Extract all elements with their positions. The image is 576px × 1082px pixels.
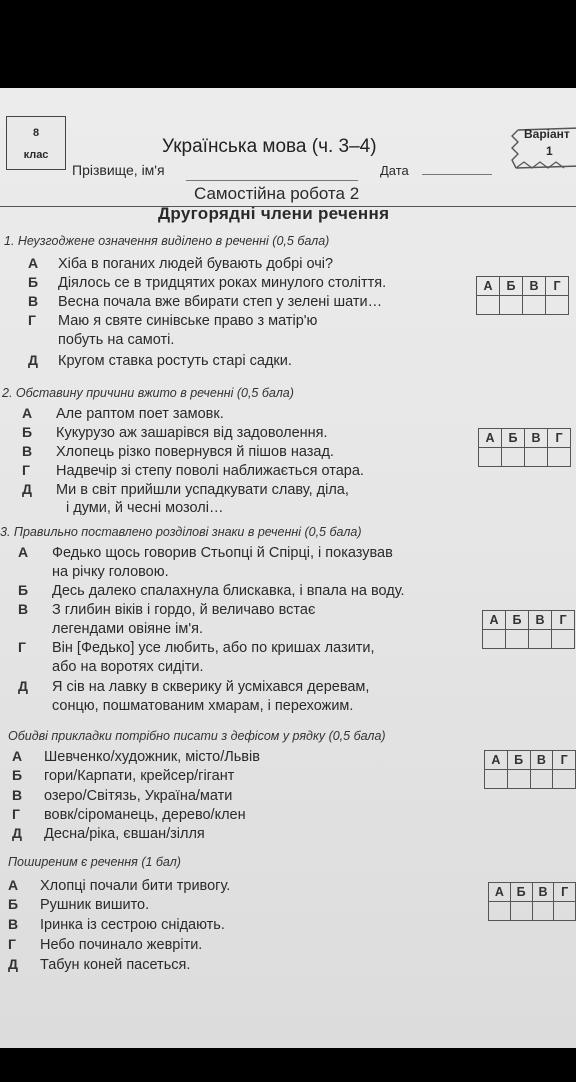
option-letter: Г (8, 936, 16, 952)
answer-cell[interactable] (525, 448, 548, 467)
answer-letter: Б (502, 429, 525, 448)
answer-letter: А (489, 883, 511, 902)
option-text: Табун коней пасеться. (40, 957, 191, 973)
option-text: Я сів на лавку в скверику й усміхався деревам, (52, 679, 370, 695)
option-letter: Б (22, 424, 33, 440)
answer-cell[interactable] (507, 770, 530, 789)
option-text: Хлопець різко повернувся й пішов назад. (56, 444, 334, 460)
option-text: озеро/Світязь, Україна/мати (44, 788, 233, 804)
answer-letter: В (523, 277, 546, 296)
question-prompt: 3. Правильно поставлено розділові знаки в реченні (0,5 бала) (0, 525, 362, 539)
answer-letter: В (530, 751, 553, 770)
option-text: вовк/сіроманець, дерево/клен (44, 807, 246, 823)
answer-letter: В (525, 429, 548, 448)
option-letter: А (28, 255, 39, 271)
option-text: Надвечір зі степу поволі наближається отара. (56, 463, 364, 479)
question-prompt: 2. Обставину причини вжито в реченні (0,5 бала) (2, 386, 294, 400)
work-title: Самостійна робота 2 (194, 184, 360, 203)
option-letter: В (28, 293, 39, 309)
answer-cell[interactable] (529, 630, 552, 649)
option-text: Федько щось говорив Стьопці й Спірці, і показував (52, 545, 393, 561)
option-text: гори/Карпати, крейсер/гігант (44, 768, 235, 784)
answer-cell[interactable] (489, 902, 511, 921)
answer-cell[interactable] (554, 902, 576, 921)
option-letter: А (12, 748, 23, 764)
answer-letter: А (485, 751, 508, 770)
answer-letter: Г (546, 277, 569, 296)
answer-grid (476, 276, 569, 315)
option-letter: Д (8, 956, 18, 972)
answer-letter: А (479, 429, 502, 448)
option-text: Маю я святе синівське право з матір'ю (58, 313, 318, 329)
option-letter: Д (12, 825, 22, 841)
grade-box (6, 116, 66, 170)
subject-title: Українська мова (ч. 3–4) (162, 136, 377, 157)
option-text: Хлопці почали бити тривогу. (40, 878, 231, 894)
answer-letter: В (532, 883, 554, 902)
answer-cell[interactable] (523, 296, 546, 315)
option-letter: В (18, 601, 29, 617)
answer-cell[interactable] (546, 296, 569, 315)
answer-cell[interactable] (552, 630, 575, 649)
option-text: або на воротях сидіти. (52, 659, 204, 675)
option-text: Кругом ставка ростуть старі садки. (58, 353, 292, 369)
answer-letter: В (529, 611, 552, 630)
option-text: сонцю, пошматованим хмарам, і перехожим. (52, 698, 354, 714)
option-letter: Б (8, 896, 19, 912)
option-text: Весна почала вже вбирати степ у зелені шати… (58, 294, 383, 310)
answer-letter: Б (507, 751, 530, 770)
option-text: Рушник вишито. (40, 897, 150, 913)
answer-letter: А (477, 277, 500, 296)
option-text: Діялось се в тридцятих роках минулого століття. (58, 275, 387, 291)
option-letter: В (8, 916, 19, 932)
option-letter: Д (28, 352, 38, 368)
option-text: на річку головою. (52, 564, 169, 580)
answer-cell[interactable] (477, 296, 500, 315)
name-line (186, 180, 358, 181)
option-letter: А (22, 405, 33, 421)
answer-grid (482, 610, 575, 649)
answer-grid (488, 882, 576, 921)
answer-letter: Г (554, 883, 576, 902)
option-text: Але раптом поет замовк. (56, 406, 224, 422)
worksheet-page (0, 88, 576, 1048)
option-text: Небо починало жевріти. (40, 937, 203, 953)
answer-letter: Б (510, 883, 532, 902)
answer-cell[interactable] (553, 770, 576, 789)
option-letter: Д (18, 678, 28, 694)
answer-grid (478, 428, 571, 467)
answer-cell[interactable] (485, 770, 508, 789)
option-letter: В (12, 787, 23, 803)
date-label: Дата (380, 163, 409, 178)
grade-label: клас (23, 149, 49, 161)
option-text: З глибин віків і гордо, й величаво встає (52, 602, 316, 618)
name-label: Прізвище, ім'я (72, 162, 165, 178)
option-text: Десь далеко спалахнула блискавка, і впала на воду. (52, 583, 405, 599)
answer-letter: Б (500, 277, 523, 296)
variant-label: Варіант (524, 127, 570, 141)
option-text: Кукурузо аж зашарівся від задоволення. (56, 425, 328, 441)
option-letter: Б (28, 274, 39, 290)
date-line (422, 174, 492, 175)
answer-letter: Б (506, 611, 529, 630)
answer-cell[interactable] (510, 902, 532, 921)
option-letter: Г (22, 462, 30, 478)
answer-letter: А (483, 611, 506, 630)
answer-cell[interactable] (502, 448, 525, 467)
option-text: Шевченко/художник, місто/Львів (44, 749, 260, 765)
variant-number: 1 (546, 144, 553, 158)
option-text: Ми в світ прийшли успадкувати славу, діла, (56, 482, 349, 498)
variant-badge (510, 124, 576, 172)
option-letter: А (18, 544, 29, 560)
answer-cell[interactable] (483, 630, 506, 649)
option-text: Хіба в поганих людей бувають добрі очі? (58, 256, 334, 272)
grade-number: 8 (32, 127, 40, 139)
answer-cell[interactable] (548, 448, 571, 467)
answer-letter: Г (553, 751, 576, 770)
option-letter: Г (28, 312, 36, 328)
answer-cell[interactable] (500, 296, 523, 315)
option-letter: Б (18, 582, 29, 598)
topic-heading: Другорядні члени речення (158, 204, 390, 223)
question-prompt: 1. Неузгоджене означення виділено в реченні (0,5 бала) (4, 234, 330, 248)
answer-cell[interactable] (479, 448, 502, 467)
option-text: Він [Федько] усе любить, або по кришах лазити, (52, 640, 375, 656)
option-letter: Д (22, 481, 32, 497)
option-text: легендами овіяне ім'я. (52, 621, 203, 637)
answer-letter: Г (548, 429, 571, 448)
option-text: і думи, й чесні мозолі… (66, 500, 224, 516)
answer-cell[interactable] (532, 902, 554, 921)
question-prompt: Поширеним є речення (1 бал) (8, 855, 181, 869)
option-letter: А (8, 877, 19, 893)
answer-cell[interactable] (530, 770, 553, 789)
option-text: Іринка із сестрою снідають. (40, 917, 225, 933)
option-letter: В (22, 443, 33, 459)
option-text: Десна/ріка, євшан/зілля (44, 826, 205, 842)
answer-cell[interactable] (506, 630, 529, 649)
option-letter: Г (18, 639, 26, 655)
question-prompt: Обидві прикладки потрібно писати з дефісом у рядку (0,5 бала) (8, 729, 386, 743)
answer-letter: Г (552, 611, 575, 630)
option-letter: Г (12, 806, 20, 822)
option-text: побуть на самоті. (58, 332, 175, 348)
answer-grid (484, 750, 576, 789)
option-letter: Б (12, 767, 23, 783)
